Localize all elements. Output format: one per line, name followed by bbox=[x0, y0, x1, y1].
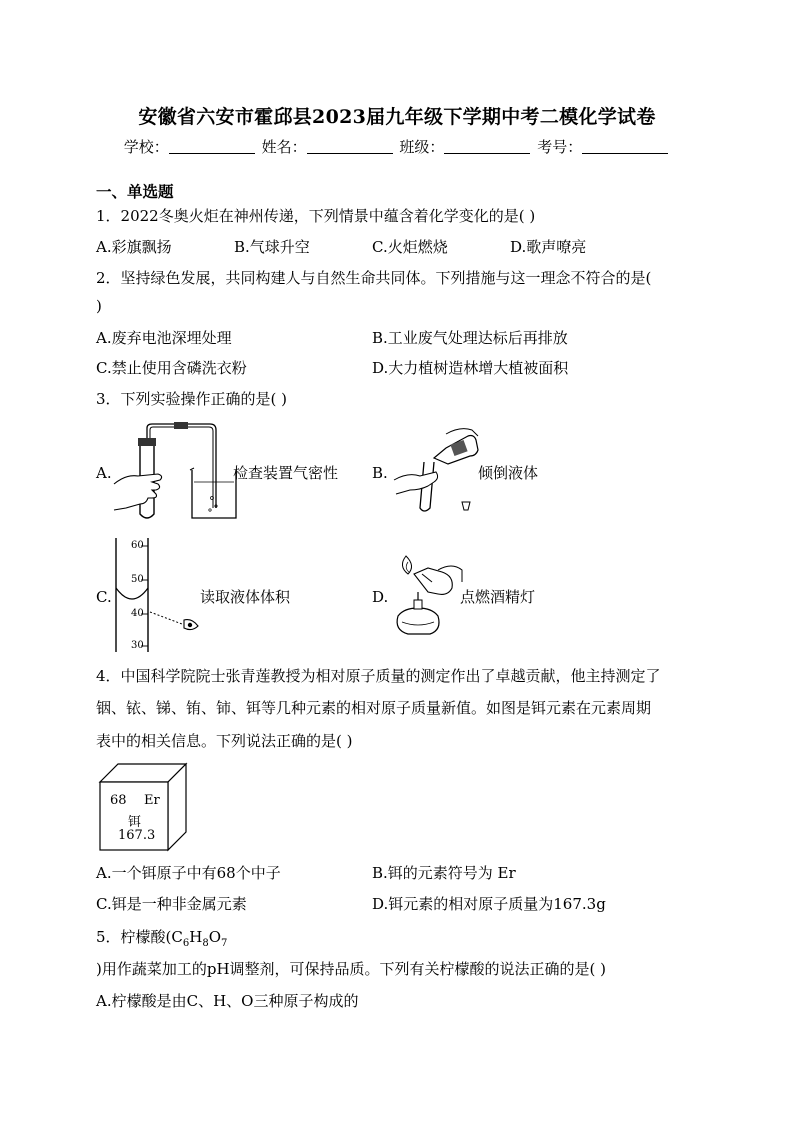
school-label: 学校： bbox=[123, 138, 169, 156]
q3-option-c-label: 读取液体体积 bbox=[200, 588, 291, 606]
cylinder-tick-50: 50 bbox=[131, 574, 144, 585]
name-blank[interactable] bbox=[307, 139, 393, 154]
q5-stem-formula bbox=[96, 926, 227, 949]
q3-option-b-label: 倾倒液体 bbox=[478, 464, 539, 482]
q3-option-b-letter[interactable]: B. bbox=[372, 464, 388, 482]
q5-h: H bbox=[189, 928, 203, 946]
q1-option-d[interactable]: D.歌声嘹亮 bbox=[510, 238, 587, 256]
q4-stem-line1: 4．中国科学院院士张青莲教授为相对原子质量的测定作出了卓越贡献，他主持测定了 bbox=[96, 667, 661, 685]
q4-option-a[interactable]: A.一个铒原子中有68个中子 bbox=[96, 864, 281, 882]
q4-stem-line2: 铟、铱、锑、铕、铈、铒等几种元素的相对原子质量新值。如图是铒元素在元素周期 bbox=[96, 699, 652, 717]
exam-number-label: 考号： bbox=[537, 138, 583, 156]
class-blank[interactable] bbox=[444, 139, 530, 154]
q1-option-c[interactable]: C.火炬燃烧 bbox=[372, 238, 448, 256]
q5-stem-line2: )用作蔬菜加工的pH调整剂，可保持品质。下列有关柠檬酸的说法正确的是( ) bbox=[96, 960, 607, 978]
airtightness-check-illustration bbox=[112, 418, 237, 524]
q1-option-b[interactable]: B.气球升空 bbox=[234, 238, 310, 256]
alcohol-lamp-illustration bbox=[388, 552, 464, 638]
q3-option-d-label: 点燃酒精灯 bbox=[460, 588, 536, 606]
q3-option-d-letter[interactable]: D. bbox=[372, 588, 389, 606]
q5-sub-c: 6 bbox=[182, 938, 190, 949]
q3-option-c-letter[interactable]: C. bbox=[96, 588, 112, 606]
school-blank[interactable] bbox=[169, 139, 255, 154]
name-label: 姓名： bbox=[261, 138, 307, 156]
q3-option-a-label: 检查装置气密性 bbox=[233, 464, 339, 482]
q3-option-a-letter[interactable]: A. bbox=[96, 464, 112, 482]
graduated-cylinder-illustration bbox=[112, 536, 202, 654]
student-info-line bbox=[0, 136, 794, 157]
q4-option-d[interactable]: D.铒元素的相对原子质量为167.3g bbox=[372, 895, 606, 913]
q5-o: O bbox=[208, 928, 222, 946]
q2-stem-cont: ) bbox=[96, 297, 102, 315]
element-atomic-mass: 167.3 bbox=[118, 828, 156, 843]
q2-option-d[interactable]: D.大力植树造林增大植被面积 bbox=[372, 359, 569, 377]
q2-option-a[interactable]: A.废弃电池深埋处理 bbox=[96, 329, 232, 347]
q4-stem-line3: 表中的相关信息。下列说法正确的是( ) bbox=[96, 732, 353, 750]
q1-stem: 1．2022冬奥火炬在神州传递，下列情景中蕴含着化学变化的是( ) bbox=[96, 207, 536, 225]
q5-option-a[interactable]: A.柠檬酸是由C、H、O三种原子构成的 bbox=[96, 992, 359, 1010]
element-symbol: Er bbox=[144, 793, 160, 808]
cylinder-tick-60: 60 bbox=[131, 540, 144, 551]
cylinder-tick-30: 30 bbox=[131, 640, 144, 651]
cylinder-tick-40: 40 bbox=[131, 608, 144, 619]
q2-option-b[interactable]: B.工业废气处理达标后再排放 bbox=[372, 329, 568, 347]
exam-number-blank[interactable] bbox=[582, 139, 668, 154]
section-heading-single-choice: 一、单选题 bbox=[96, 182, 174, 201]
q5-sub-o: 7 bbox=[221, 938, 228, 949]
exam-title: 安徽省六安市霍邱县2023届九年级下学期中考二模化学试卷 bbox=[138, 106, 656, 128]
q3-stem: 3．下列实验操作正确的是( ) bbox=[96, 390, 288, 408]
pouring-liquid-illustration bbox=[390, 428, 480, 514]
q4-option-b[interactable]: B.铒的元素符号为 Er bbox=[372, 864, 516, 882]
element-atomic-number: 68 bbox=[110, 793, 127, 808]
q2-stem: 2．坚持绿色发展，共同构建人与自然生命共同体。下列措施与这一理念不符合的是( bbox=[96, 269, 652, 287]
q4-option-c[interactable]: C.铒是一种非金属元素 bbox=[96, 895, 247, 913]
q2-option-c[interactable]: C.禁止使用含磷洗衣粉 bbox=[96, 359, 247, 377]
q5-sub-h: 8 bbox=[202, 938, 209, 949]
q5-stem-prefix: 5．柠檬酸(C bbox=[96, 928, 183, 946]
class-label: 班级： bbox=[399, 138, 445, 156]
q1-option-a[interactable]: A.彩旗飘扬 bbox=[96, 238, 172, 256]
element-name: 铒 bbox=[128, 815, 142, 830]
